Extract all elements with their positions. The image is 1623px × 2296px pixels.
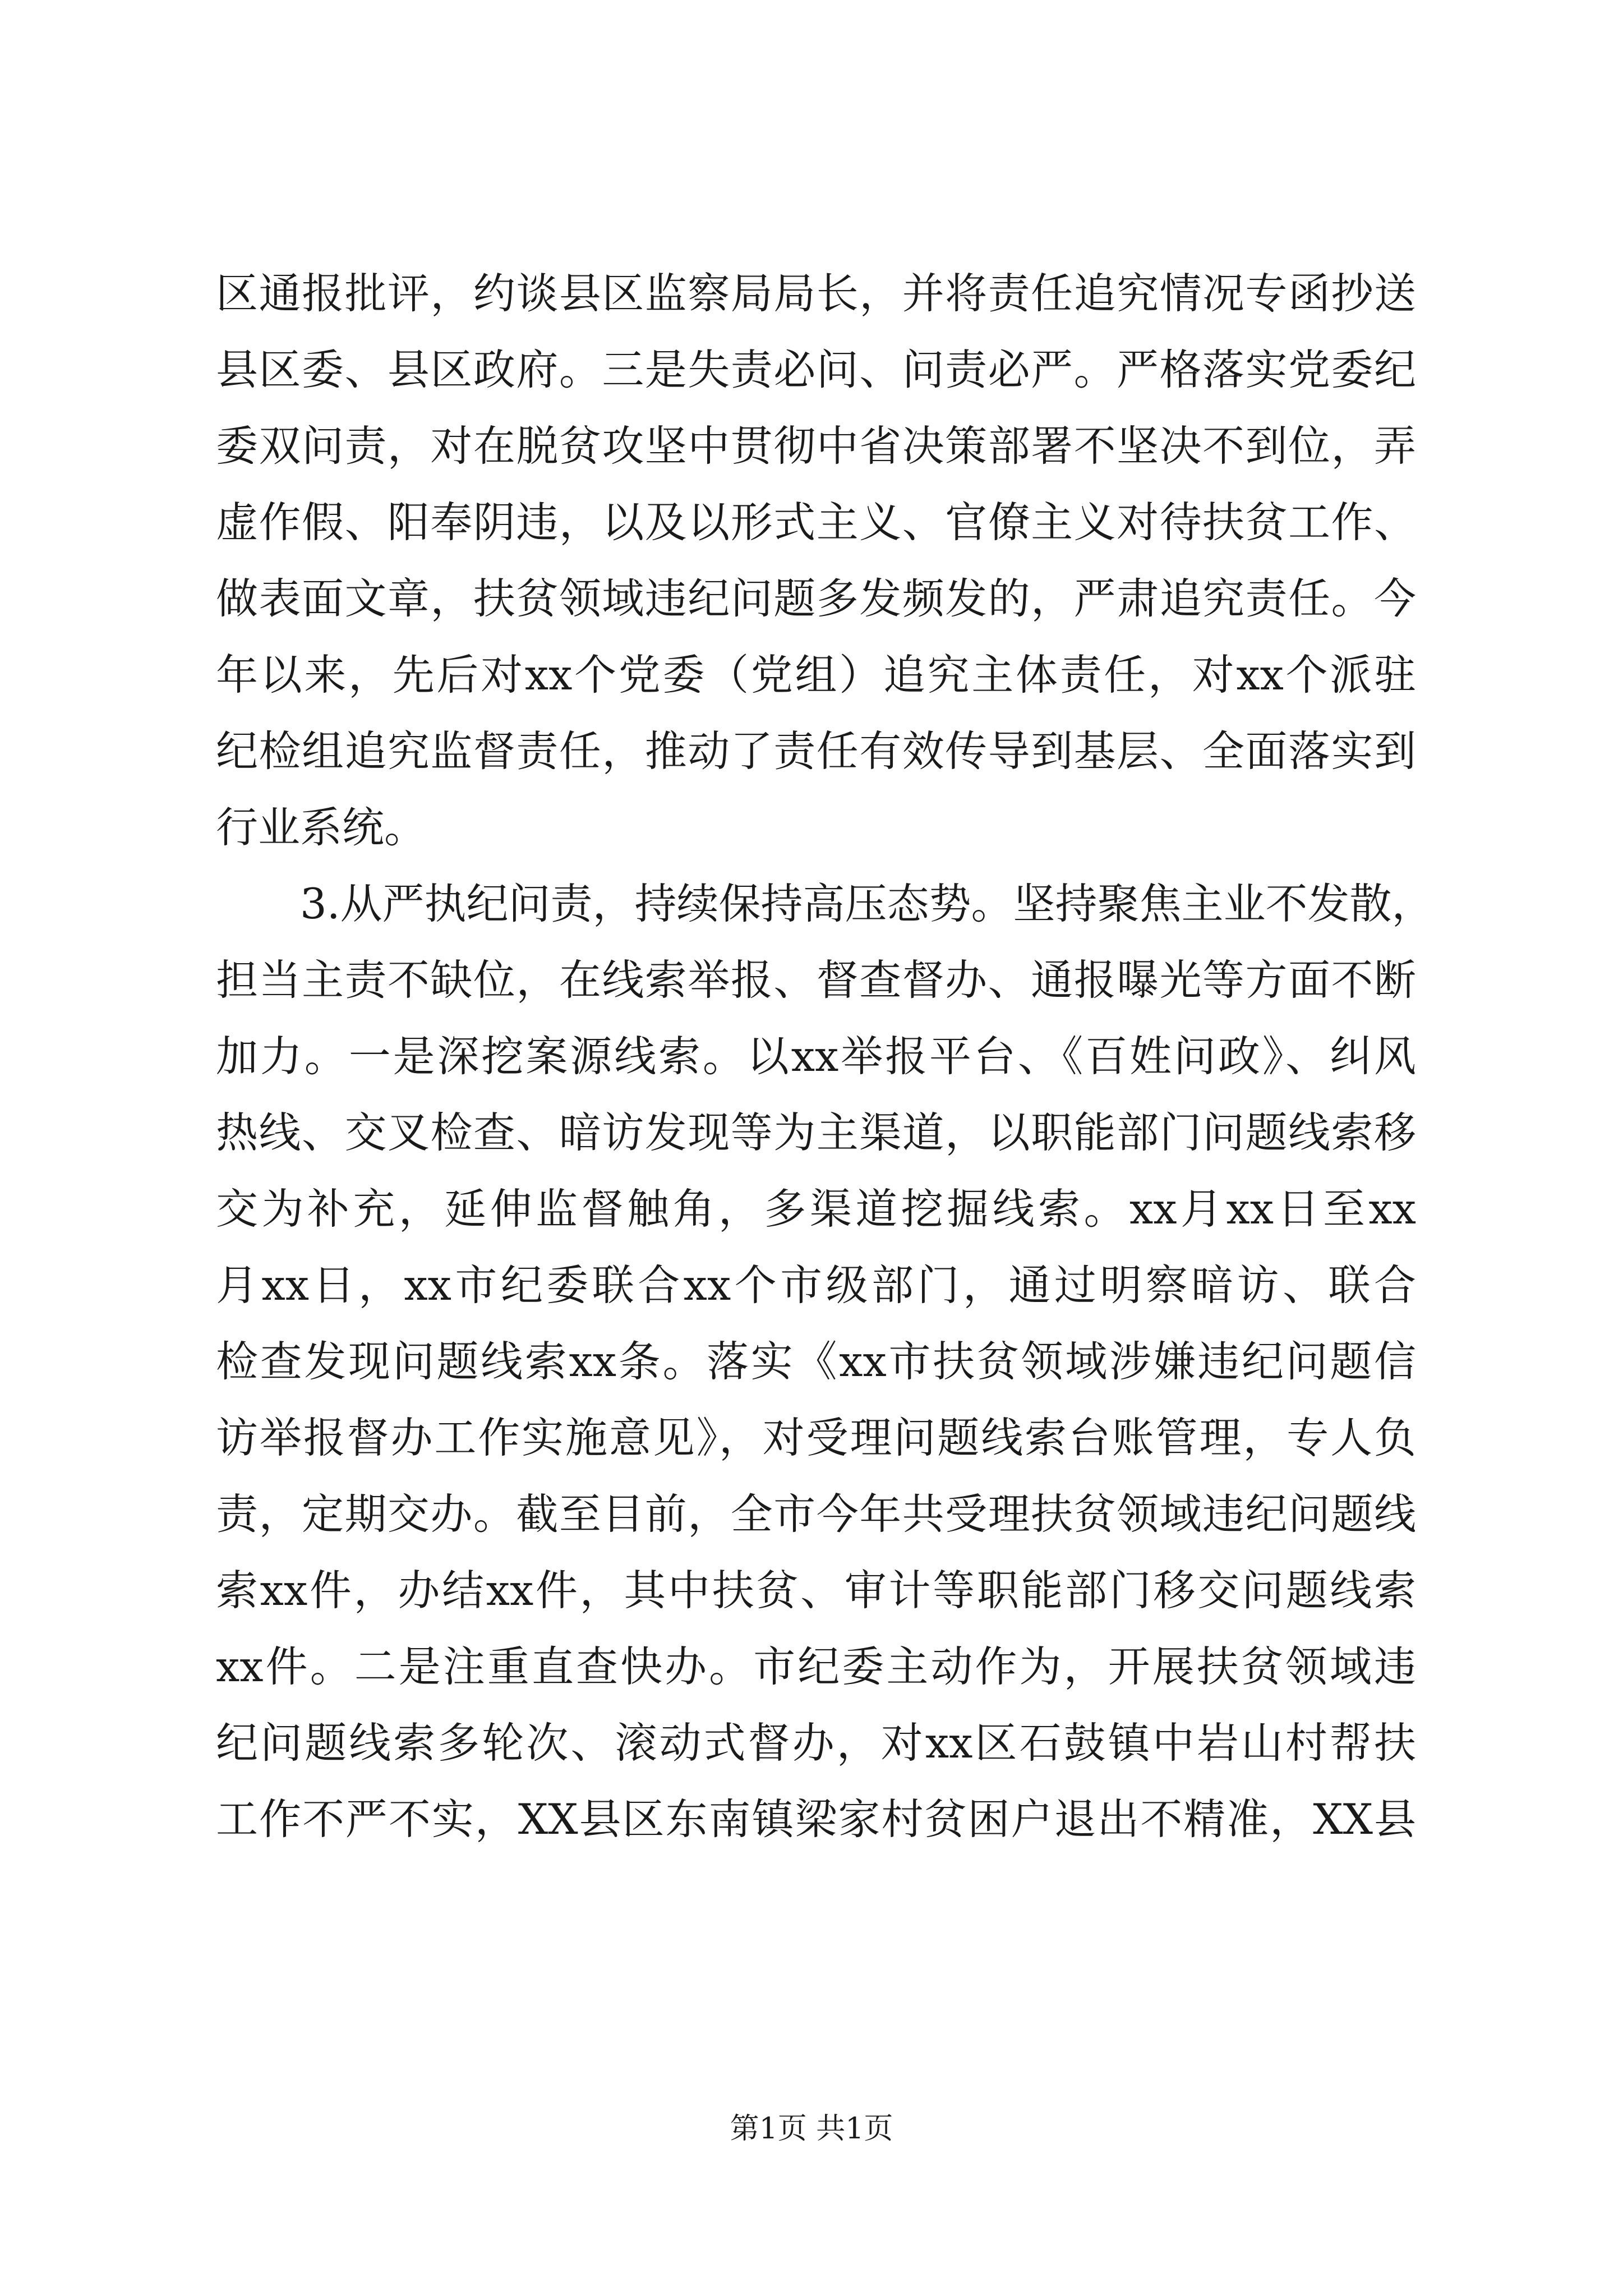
text-line: 热线、交叉检查、暗访发现等为主渠道，以职能部门问题线索移 — [216, 1108, 1416, 1157]
text-line: 担当主责不缺位，在线索举报、督查督办、通报曝光等方面不断 — [216, 955, 1416, 1005]
text-line: 检查发现问题线索xx条。落实《xx市扶贫领域涉嫌违纪问题信 — [216, 1337, 1416, 1386]
text-line: 3.从严执纪问责，持续保持高压态势。坚持聚焦主业不发散， — [300, 879, 1434, 928]
text-line: 交为补充，延伸监督触角，多渠道挖掘线索。xx月xx日至xx — [216, 1184, 1416, 1234]
text-line: 加力。一是深挖案源线索。以xx举报平台、《百姓问政》、纠风 — [216, 1032, 1416, 1081]
body-text — [216, 255, 1434, 1857]
text-line: 行业系统。 — [216, 803, 427, 852]
text-line: xx件。二是注重直查快办。市纪委主动作为，开展扶贫领域违 — [216, 1642, 1416, 1691]
text-line: 委双问责，对在脱贫攻坚中贯彻中省决策部署不坚决不到位，弄 — [216, 421, 1416, 471]
page-footer — [0, 2109, 1623, 2148]
text-line: 月xx日，xx市纪委联合xx个市级部门，通过明察暗访、联合 — [216, 1260, 1416, 1310]
text-line: 访举报督办工作实施意见》，对受理问题线索台账管理，专人负 — [216, 1413, 1416, 1462]
text-line: 责，定期交办。截至目前，全市今年共受理扶贫领域违纪问题线 — [216, 1489, 1416, 1539]
text-line: 区通报批评，约谈县区监察局局长，并将责任追究情况专函抄送 — [216, 269, 1416, 318]
text-line: 虚作假、阳奉阴违，以及以形式主义、官僚主义对待扶贫工作、 — [216, 498, 1416, 547]
text-line: 县区委、县区政府。三是失责必问、问责必严。严格落实党委纪 — [216, 345, 1416, 394]
text-line: 索xx件，办结xx件，其中扶贫、审计等职能部门移交问题线索 — [216, 1566, 1416, 1615]
page-number-label: 第1页 共1页 — [730, 2112, 893, 2146]
text-line: 纪问题线索多轮次、滚动式督办，对xx区石鼓镇中岩山村帮扶 — [216, 1718, 1416, 1768]
text-line: 纪检组追究监督责任，推动了责任有效传导到基层、全面落实到 — [216, 726, 1416, 776]
text-line: 工作不严不实，XX县区东南镇梁家村贫困户退出不精准，XX县 — [216, 1795, 1416, 1844]
text-line: 做表面文章，扶贫领域违纪问题多发频发的，严肃追究责任。今 — [216, 574, 1416, 623]
text-line: 年以来，先后对xx个党委（党组）追究主体责任，对xx个派驻 — [216, 650, 1416, 700]
